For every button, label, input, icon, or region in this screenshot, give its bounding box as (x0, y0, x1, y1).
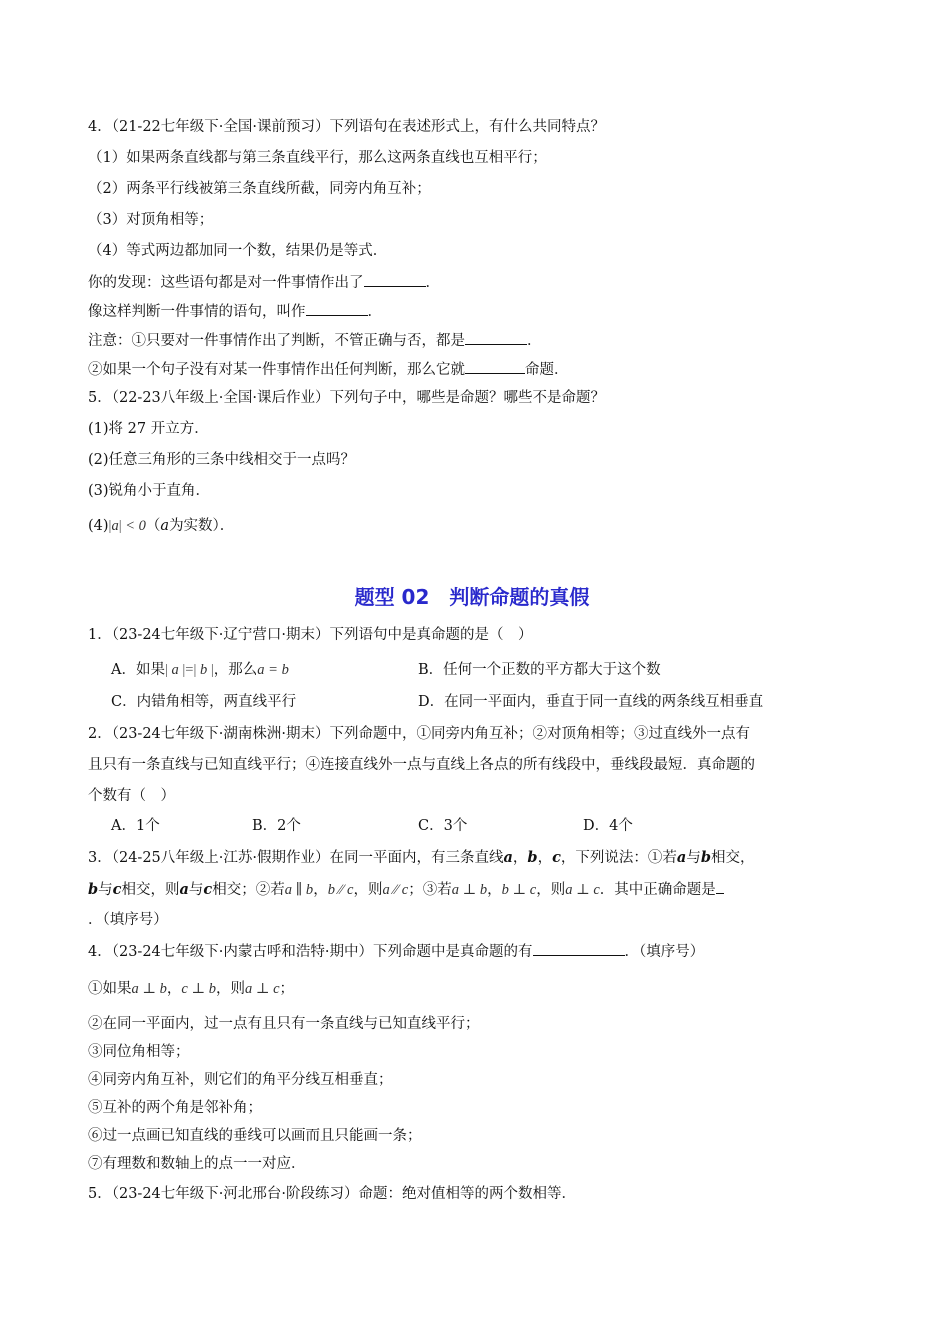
list-item: ①如果a ⊥ b，c ⊥ b，则a ⊥ c； (88, 981, 295, 997)
list-item: (2)任意三角形的三条中线相交于一点吗？ (88, 452, 356, 468)
fill-line-2: 像这样判断一件事情的语句，叫作 ． (88, 300, 382, 323)
question-2-line: 且只有一条直线与已知直线平行；④连接直线外一点与直线上各点的所有线段中，垂线段最短．真命题的 (88, 757, 755, 773)
answer-blank[interactable] (533, 940, 625, 956)
question-3-line: b与c相交，则a与c相交；②若a ∥ b，b ∕∕ c，则a ∕∕ c；③若a ⊥ b，b ⊥ c，则a ⊥ c．其中正确命题是 (88, 878, 724, 901)
list-item: ⑦有理数和数轴上的点一一对应． (88, 1156, 306, 1172)
fill-line-1: 你的发现：这些语句都是对一件事情作出了 ． (88, 271, 440, 294)
question-2-stem: 2．（23-24七年级下·湖南株洲·期末）下列命题中，①同旁内角互补；②对顶角相等；③过直线外一点有 (88, 726, 751, 742)
option-b[interactable]: B．任何一个正数的平方都大于这个数 (418, 662, 661, 678)
question-1-stem: 1．（23-24七年级下·辽宁营口·期末）下列语句中是真命题的是（ ） (88, 627, 533, 643)
list-item: (1)将 27 开立方． (88, 421, 209, 437)
list-item: （2）两条平行线被第三条直线所截，同旁内角互补； (88, 181, 431, 197)
list-item: （4）等式两边都加同一个数，结果仍是等式． (88, 243, 388, 259)
list-item: (3)锐角小于直角． (88, 483, 211, 499)
answer-blank[interactable] (716, 878, 724, 894)
question-5-stem: 5．（22-23八年级上·全国·课后作业）下列句子中，哪些是命题？哪些不是命题？ (88, 390, 606, 406)
list-item: ⑥过一点画已知直线的垂线可以画而且只能画一条； (88, 1128, 422, 1144)
option-a[interactable]: A．如果| a |=| b |，那么a = b (111, 662, 289, 678)
answer-blank[interactable] (364, 271, 426, 287)
answer-blank[interactable] (465, 329, 527, 345)
question-3-line: ．（填序号） (88, 912, 168, 928)
abs-expression: |a| < 0 (108, 518, 146, 534)
list-item: ⑤互补的两个角是邻补角； (88, 1100, 262, 1116)
question-4-stem: 4．（21-22七年级下·全国·课前预习）下列语句在表述形式上，有什么共同特点？ (88, 119, 606, 135)
answer-blank[interactable] (306, 300, 368, 316)
list-item: ②在同一平面内，过一点有且只有一条直线与已知直线平行； (88, 1016, 480, 1032)
option-c[interactable]: C．内错角相等，两直线平行 (111, 694, 297, 710)
list-item: (4)|a| < 0（a为实数）． (88, 518, 235, 534)
question-3-stem: 3．（24-25八年级上·江苏·假期作业）在同一平面内，有三条直线a，b，c，下列说法：①若a与b相交， (88, 849, 755, 866)
list-item: ③同位角相等； (88, 1044, 190, 1060)
option-c[interactable]: C．3个 (418, 818, 468, 834)
question-5-stem: 5．（23-24七年级下·河北邢台·阶段练习）命题：绝对值相等的两个数相等． (88, 1186, 577, 1202)
section-title: 题型 02 判断命题的真假 (354, 585, 590, 609)
list-item: （3）对顶角相等； (88, 212, 214, 228)
option-a[interactable]: A．1个 (111, 818, 160, 834)
list-item: （1）如果两条直线都与第三条直线平行，那么这两条直线也互相平行； (88, 150, 547, 166)
option-d[interactable]: D．在同一平面内，垂直于同一直线的两条线互相垂直 (418, 694, 764, 710)
option-d[interactable]: D．4个 (583, 818, 633, 834)
fill-line-4: ②如果一个句子没有对某一件事情作出任何判断，那么它就 命题． (88, 358, 569, 381)
list-item: ④同旁内角互补，则它们的角平分线互相垂直； (88, 1072, 393, 1088)
question-4-stem: 4．（23-24七年级下·内蒙古呼和浩特·期中）下列命题中是真命题的有 ．（填序号） (88, 940, 704, 963)
question-2-line: 个数有（ ） (88, 788, 175, 804)
fill-line-3: 注意：①只要对一件事情作出了判断，不管正确与否，都是 ． (88, 329, 542, 352)
answer-blank[interactable] (465, 358, 525, 374)
option-b[interactable]: B．2个 (252, 818, 301, 834)
